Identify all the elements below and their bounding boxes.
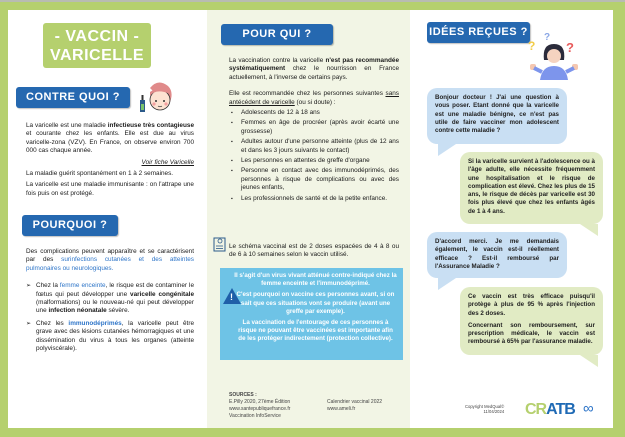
title-line-2: VARICELLE	[50, 47, 144, 64]
list-item: ➢ Chez la femme enceinte, le risque est de contaminer le fœtus qui peut développer une varicelle congénitale (malformations) ou le nouveau-né qui peut développer une infection néonatale sévère.	[26, 282, 194, 316]
list-item: ▪ Personne en contact avec des immunodéprimés, des personnes à risque de complications ou avec des jeunes enfants,	[229, 167, 399, 192]
list-item: ▪ Adolescents de 12 à 18 ans	[229, 109, 399, 117]
svg-text:?: ?	[544, 32, 551, 43]
doctor-answer-bubble-2: Ce vaccin est très efficace puisqu'il protège à plus de 95 % après l'injection des 2 doses. Concernant son remboursement, sur prescription médicale, le vaccin est remboursé à 65% par l'assurance maladie.	[460, 287, 603, 355]
copyright: Copyright MedQual© 11/04/2024	[465, 404, 505, 414]
warning-box: ! Il s'agit d'un virus vivant atténué contre-indiqué chez la femme enceinte et l'immunodéprimé. C'est pourquoi on vaccine ces personnes avant, si on sait que ces situations vont se produire (avant une greffe par exemple). La vaccination de l'entourage de ces personnes à risque ne pouvant être vaccinées est importante afin de les protéger indirectement (protection collective).	[220, 268, 403, 360]
pourquoi-text: Des complications peuvent apparaître et se caractérisent par des surinfections cutanées et des atteintes pulmonaires ou neurologiques. ➢ Chez la femme enceinte, le risque est de contaminer le fœtus qui peut développer une varicelle congénitale (malformations) ou le nouveau-né qui peut développer une infection néonatale sévère. ➢ Chez les immunodéprimés, la varicelle peut être grave avec des lésions cutanées hémorragiques et une dissémination du virus à tous les organes (atteinte polyviscérale).	[26, 248, 194, 357]
pour-qui-text: La vaccination contre la varicelle n'est pas recommandée systématiquement chez le nourrisson en France actuellement, à l'inverse de certains pays. Elle est recommandée chez les personnes suivantes sans antécédent de varicelle (ou si doute) : ▪ Adolescents de 12 à 18 ans ▪ Femmes en âge de procréer (après avoir écarté une grossesse) ▪ Adultes autour d'une personne atteinte (plus de 12 ans et dans les 3 jours suivants le contact) ▪ Les personnes en attentes de greffe d'organe ▪ Personne en contact avec des immunodéprimés, des personnes à risque de complications ou avec des jeunes enfants, ▪ Les professionnels de santé et de la petite enfance.	[229, 57, 399, 205]
list-item: ▪ Les professionnels de santé et de la petite enfance.	[229, 195, 399, 203]
heading-pour-qui: POUR QUI ?	[221, 24, 333, 45]
patient-question-bubble: Bonjour docteur ! J'ai une question à vous poser. Etant donné que la varicelle est une maladie bénigne, ce n'est pas utile de faire vacciner mon adolescent contre cette maladie ?	[427, 88, 567, 144]
list-item: ▪ Femmes en âge de procréer (après avoir écarté une grossesse)	[229, 119, 399, 136]
title-line-1: - VACCIN -	[54, 28, 140, 45]
complications-list	[26, 282, 194, 353]
schema-text: Le schéma vaccinal est de 2 doses espacées de 4 à 8 ou de 6 à 10 semaines selon le vaccin utilisé.	[229, 243, 399, 259]
list-item: ▪ Les personnes en attentes de greffe d'organe	[229, 157, 399, 165]
left-panel	[8, 10, 207, 428]
girl-with-syringe-icon	[136, 80, 176, 116]
svg-text:?: ?	[528, 39, 536, 53]
list-item: ▪ Adultes autour d'une personne atteinte (plus de 12 ans et dans les 3 jours suivants le contact)	[229, 138, 399, 155]
list-item: ➢ Chez les immunodéprimés, la varicelle peut être grave avec des lésions cutanées hémorragiques et une dissémination du virus à tous les organes (atteinte polyviscérale).	[26, 320, 194, 354]
knot-logo-icon: ∞	[583, 400, 594, 417]
vaccine-schedule-icon	[213, 236, 227, 252]
patient-question-bubble-2: D'accord merci. Je me demandais également, le vaccin est-il réellement efficace ? Est-il remboursé par l'Assurance Maladie ?	[427, 232, 567, 278]
doctor-answer-bubble: Si la varicelle survient à l'adolescence ou à l'âge adulte, elle nécessite fréquemment une hospitalisation et le risque de complication est élevé. Chez les plus de 15 ans, le risque de décès par varicelle est 30 fois plus élevé que chez les enfants âgés de 1 à 4 ans.	[460, 152, 603, 224]
heading-contre-quoi: CONTRE QUOI ?	[16, 87, 130, 108]
page-title	[43, 23, 151, 68]
warning-icon: !	[223, 288, 241, 304]
bubble-tail	[438, 278, 456, 290]
voir-fiche-link[interactable]: Voir fiche Varicelle	[141, 158, 194, 166]
recommended-list	[229, 109, 399, 203]
confused-woman-icon	[522, 30, 582, 82]
middle-panel	[207, 10, 410, 428]
heading-idees-recues: IDÉES REÇUES ?	[427, 22, 530, 43]
bubble-tail	[580, 355, 598, 367]
contre-quoi-text: La varicelle est une maladie infectieuse très contagieuse et courante chez les enfants. Elle est due au virus varicelle-zona (VZV). En France, on observe environ 700 000 cas chaque année. Voir fiche Varicelle La maladie guérit spontanément en 1 à 2 semaines. La varicelle est une maladie immunisante : on l'attrape une fois puis on est protégé.	[26, 122, 194, 197]
sources: SOURCES : E.Pilly 2020, 27ème Édition www.santepubliquefrance.fr Vaccination InfoService	[229, 392, 291, 419]
sources-col2: Calendrier vaccinal 2022 www.ameli.fr	[327, 399, 383, 412]
cratb-logo: CRATB	[525, 401, 575, 418]
bubble-tail	[438, 144, 456, 156]
top-border	[0, 0, 625, 2]
right-panel	[410, 10, 613, 428]
heading-pourquoi: POURQUOI ?	[22, 215, 118, 236]
bubble-tail	[580, 224, 598, 236]
svg-text:?: ?	[566, 40, 574, 55]
